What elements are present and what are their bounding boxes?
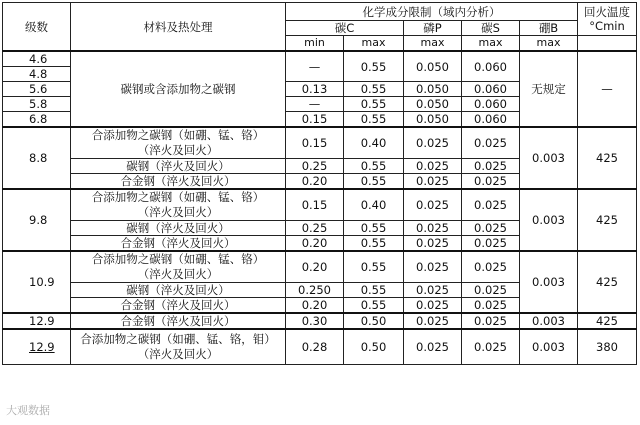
grade-cell: 10.9 [3,251,71,313]
c-max-cell: 0.50 [344,313,404,329]
c-max-cell: 0.55 [344,174,404,190]
material-cell: 碳钢（淬火及回火） [71,283,286,298]
header-sulfur: 碳S [462,21,520,36]
c-min-cell: 0.20 [286,251,344,283]
p-max-cell: 0.025 [404,221,462,236]
grade-underlined: 12.9 [29,340,55,354]
grade-cell: 5.6 [3,82,71,97]
grade-cell: 12.9 [3,313,71,329]
header-b-max: max [520,36,578,52]
material-line: 合添加物之碳钢（如硼、锰、铬） [91,252,265,266]
watermark: 大观数据 [6,404,50,417]
c-min-cell: 0.25 [286,221,344,236]
material-cell [71,127,286,159]
material-cell: 合金钢（淬火及回火） [71,174,286,190]
header-temper [578,3,637,36]
p-max-cell: 0.025 [404,159,462,174]
c-max-cell: 0.50 [344,329,404,365]
header-carbon: 碳C [286,21,404,36]
material-cell: 合金钢（淬火及回火） [71,236,286,252]
c-max-cell: 0.55 [344,112,404,128]
header-temper-empty [578,36,637,52]
s-max-cell: 0.025 [462,313,520,329]
s-max-cell: 0.025 [462,251,520,283]
c-max-cell: 0.55 [344,236,404,252]
c-max-cell: 0.40 [344,127,404,159]
s-max-cell: 0.025 [462,329,520,365]
material-line: （淬火及回火） [137,267,219,281]
p-max-cell: 0.025 [404,298,462,314]
b-max-cell: 无规定 [520,51,578,127]
c-min-cell: 0.20 [286,174,344,190]
header-phosphorus: 磷P [404,21,462,36]
s-max-cell: 0.060 [462,97,520,112]
material-line: 合添加物之碳钢（如硼、锰、铬，钼） [80,332,276,346]
material-line: （淬火及回火） [137,347,219,361]
b-max-cell: 0.003 [520,329,578,365]
c-min-cell: 0.15 [286,112,344,128]
p-max-cell: 0.025 [404,174,462,190]
header-s-max: max [462,36,520,52]
grade-cell: 5.8 [3,97,71,112]
c-max-cell: 0.55 [344,159,404,174]
s-max-cell: 0.025 [462,283,520,298]
b-max-cell: 0.003 [520,251,578,313]
steel-grade-table [2,2,637,365]
p-max-cell: 0.050 [404,112,462,128]
header-material: 材料及热处理 [71,3,286,52]
s-max-cell: 0.025 [462,298,520,314]
header-p-max: max [404,36,462,52]
c-min-cell: 0.13 [286,82,344,97]
material-line: （淬火及回火） [137,205,219,219]
c-max-cell: 0.55 [344,51,404,82]
material-cell [71,189,286,221]
c-min-cell: 0.20 [286,236,344,252]
grade-cell: 9.8 [3,189,71,251]
p-max-cell: 0.025 [404,189,462,221]
s-max-cell: 0.025 [462,221,520,236]
p-max-cell: 0.050 [404,51,462,82]
p-max-cell: 0.025 [404,329,462,365]
material-cell [71,329,286,365]
c-max-cell: 0.55 [344,97,404,112]
b-max-cell: 0.003 [520,313,578,329]
material-cell: 碳钢（淬火及回火） [71,159,286,174]
b-max-cell: 0.003 [520,127,578,189]
header-temper-label: 回火温度 [584,5,631,19]
temper-cell: 425 [578,189,637,251]
c-max-cell: 0.55 [344,283,404,298]
temper-cell: — [578,51,637,127]
s-max-cell: 0.060 [462,82,520,97]
header-temper-unit: °Cmin [589,19,625,33]
header-grade: 级数 [3,3,71,52]
temper-cell: 425 [578,313,637,329]
material-cell: 合金钢（淬火及回火） [71,298,286,314]
s-max-cell: 0.025 [462,127,520,159]
s-max-cell: 0.060 [462,112,520,128]
grade-cell: 6.8 [3,112,71,128]
material-cell: 碳钢（淬火及回火） [71,221,286,236]
c-min-cell: 0.25 [286,159,344,174]
c-max-cell: 0.40 [344,189,404,221]
b-max-cell: 0.003 [520,189,578,251]
p-max-cell: 0.050 [404,82,462,97]
c-min-cell: — [286,97,344,112]
c-min-cell: 0.28 [286,329,344,365]
grade-cell: 8.8 [3,127,71,189]
header-c-max: max [344,36,404,52]
p-max-cell: 0.025 [404,251,462,283]
c-max-cell: 0.55 [344,221,404,236]
s-max-cell: 0.025 [462,189,520,221]
material-line: 合添加物之碳钢（如硼、锰、铬） [91,128,265,142]
header-boron: 硼B [520,21,578,36]
c-min-cell: 0.15 [286,127,344,159]
grade-cell: 4.8 [3,67,71,82]
c-min-cell: 0.250 [286,283,344,298]
material-line: 合添加物之碳钢（如硼、锰、铬） [91,190,265,204]
s-max-cell: 0.025 [462,159,520,174]
p-max-cell: 0.025 [404,283,462,298]
p-max-cell: 0.025 [404,127,462,159]
grade-cell: 4.6 [3,51,71,67]
c-min-cell: 0.30 [286,313,344,329]
p-max-cell: 0.050 [404,97,462,112]
p-max-cell: 0.025 [404,236,462,252]
grade-cell [3,329,71,365]
p-max-cell: 0.025 [404,313,462,329]
c-min-cell: 0.15 [286,189,344,221]
material-cell: 合金钢（淬火及回火） [71,313,286,329]
material-line: （淬火及回火） [137,143,219,157]
header-c-min: min [286,36,344,52]
c-min-cell: 0.20 [286,298,344,314]
s-max-cell: 0.060 [462,51,520,82]
material-cell: 碳钢或含添加物之碳钢 [71,51,286,127]
material-cell [71,251,286,283]
c-max-cell: 0.55 [344,82,404,97]
temper-cell: 425 [578,251,637,313]
temper-cell: 425 [578,127,637,189]
s-max-cell: 0.025 [462,236,520,252]
c-min-cell: — [286,51,344,82]
temper-cell: 380 [578,329,637,365]
s-max-cell: 0.025 [462,174,520,190]
header-chemical-limits: 化学成分限制（域内分析） [286,3,578,21]
c-max-cell: 0.55 [344,298,404,314]
c-max-cell: 0.55 [344,251,404,283]
